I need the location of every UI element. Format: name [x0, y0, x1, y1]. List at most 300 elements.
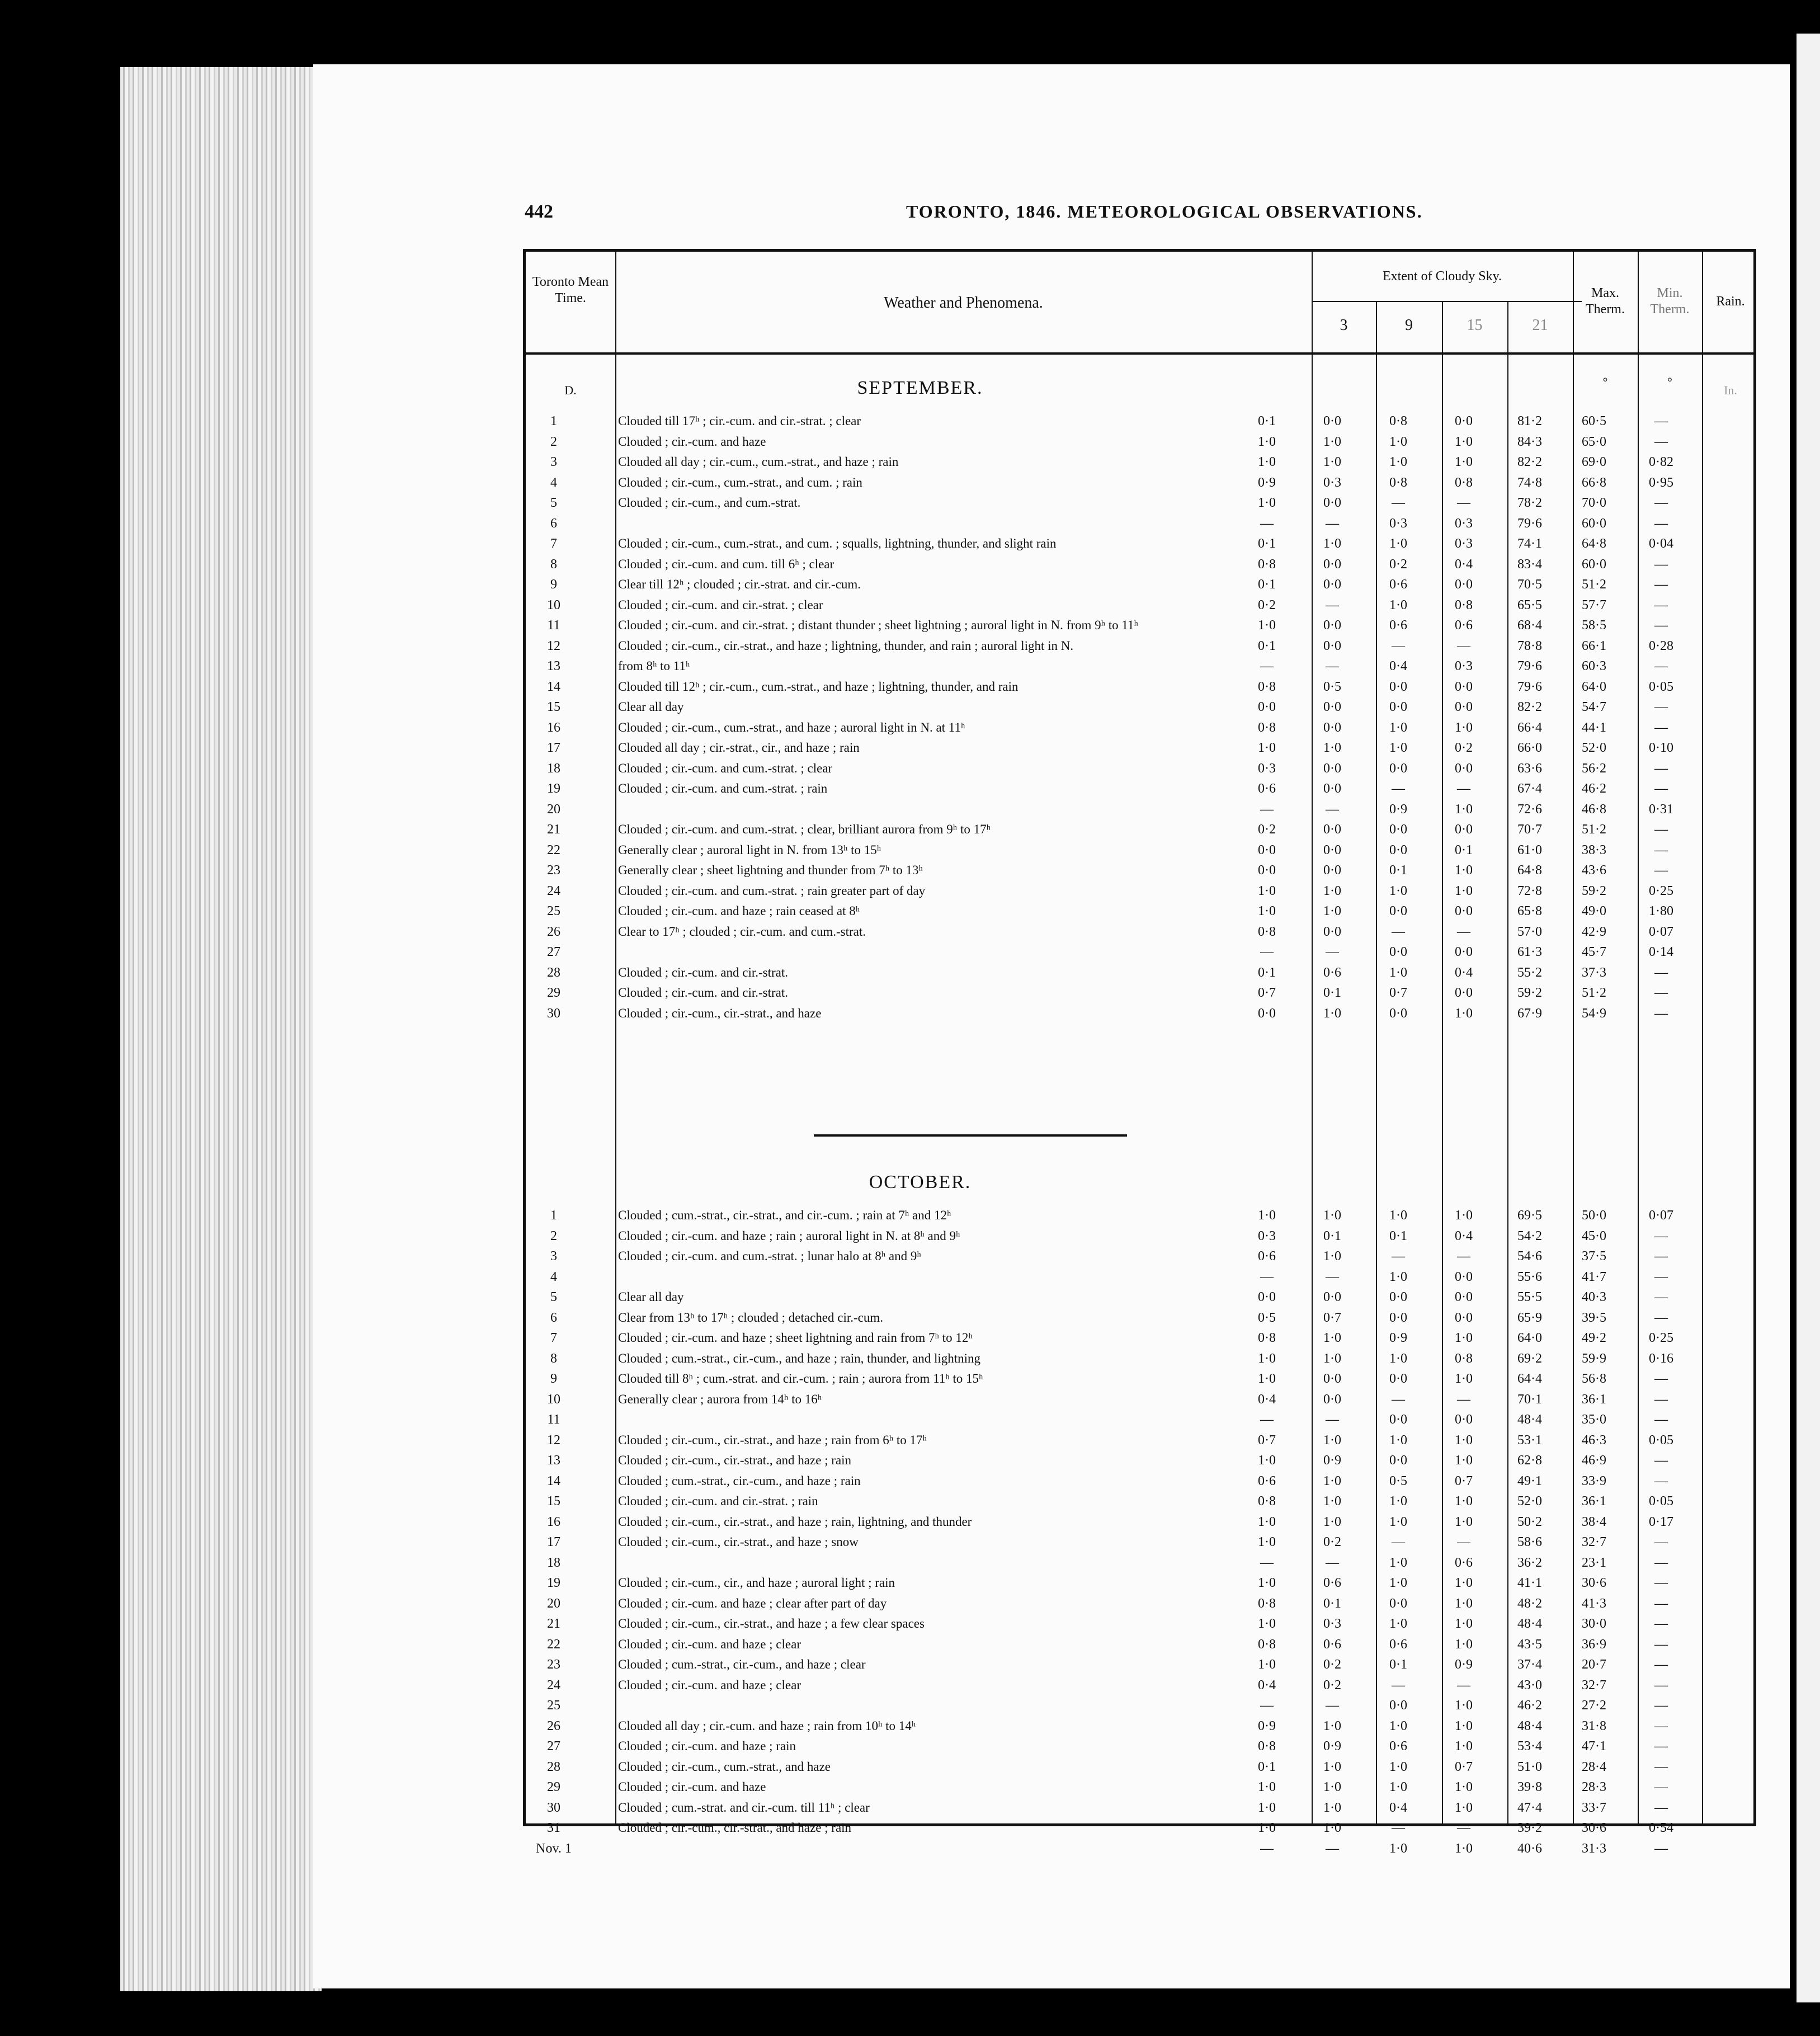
- table-row: [526, 819, 1753, 840]
- cell-cloud-15: 0·1: [1389, 863, 1407, 878]
- cell-day: 23: [547, 863, 560, 878]
- cell-day: 27: [547, 1739, 560, 1754]
- table-row: [526, 595, 1753, 615]
- header-hour-9: 9: [1405, 317, 1413, 334]
- cell-cloud-3: 1·0: [1258, 1453, 1276, 1468]
- table-row: [526, 1003, 1753, 1024]
- cell-cloud-21: 1·0: [1455, 1514, 1473, 1529]
- cell-min-therm: 59·2: [1582, 883, 1606, 898]
- cell-weather: Clear till 12ʰ ; clouded ; cir.-strat. and cir.-cum.: [618, 577, 861, 591]
- cell-cloud-21: —: [1457, 1249, 1470, 1264]
- cell-day: 16: [547, 1514, 560, 1529]
- cell-rain: 0·25: [1649, 883, 1673, 898]
- cell-max-therm: 55·5: [1517, 1290, 1542, 1304]
- table-row: [526, 1308, 1753, 1328]
- cell-cloud-3: 0·1: [1258, 577, 1276, 592]
- cell-cloud-21: 0·1: [1455, 842, 1473, 857]
- cell-cloud-21: 1·0: [1455, 1494, 1473, 1509]
- cell-min-therm: 36·1: [1582, 1392, 1606, 1407]
- cell-min-therm: 28·3: [1582, 1780, 1606, 1794]
- cell-weather: Clouded ; cir.-cum. and cum.-strat. ; rain greater part of day: [618, 883, 926, 898]
- cell-max-therm: 67·9: [1517, 1006, 1542, 1021]
- cell-day: 2: [550, 1228, 557, 1243]
- table-row: [526, 1430, 1753, 1450]
- cell-cloud-9: 0·1: [1323, 986, 1341, 1000]
- cell-min-therm: 58·5: [1582, 618, 1606, 633]
- cell-cloud-3: 0·8: [1258, 1637, 1276, 1652]
- cell-rain: —: [1654, 1310, 1668, 1325]
- cell-cloud-3: 0·8: [1258, 557, 1276, 572]
- cell-cloud-3: 0·8: [1258, 679, 1276, 694]
- cell-max-therm: 40·6: [1517, 1841, 1542, 1856]
- cell-cloud-21: 0·0: [1455, 1269, 1473, 1284]
- table-row: [526, 1205, 1753, 1226]
- cell-day: 15: [547, 1494, 560, 1509]
- month-october: OCTOBER.: [869, 1172, 972, 1193]
- table-row: [526, 1491, 1753, 1511]
- cell-cloud-15: 1·0: [1389, 1269, 1407, 1284]
- cell-cloud-21: 1·0: [1455, 1596, 1473, 1611]
- cell-weather: Generally clear ; aurora from 14ʰ to 16ʰ: [618, 1392, 822, 1406]
- cell-weather: Clouded ; cir.-cum. and haze ; rain ceased at 8ʰ: [618, 904, 860, 918]
- cell-day: 14: [547, 679, 560, 694]
- cell-weather: Clouded ; cir.-cum. and cir.-strat. ; rain: [618, 1494, 818, 1508]
- cell-cloud-3: —: [1260, 1698, 1274, 1713]
- cell-cloud-9: 0·9: [1323, 1453, 1341, 1468]
- cell-rain: —: [1654, 659, 1668, 673]
- table-row: [526, 779, 1753, 799]
- table-row: [526, 840, 1753, 860]
- cell-cloud-9: —: [1326, 1412, 1339, 1427]
- cell-weather: Clouded ; cir.-cum. and cum. till 6ʰ ; clear: [618, 557, 834, 571]
- cell-cloud-15: 1·0: [1389, 1759, 1407, 1774]
- cell-cloud-21: 0·0: [1455, 904, 1473, 918]
- cell-weather: Clouded ; cum.-strat., cir.-strat., and cir.-cum. ; rain at 7ʰ and 12ʰ: [618, 1208, 951, 1222]
- header-time: Toronto Mean Time.: [532, 275, 609, 305]
- cell-min-therm: 66·8: [1582, 475, 1606, 490]
- cell-cloud-3: 0·0: [1258, 1290, 1276, 1304]
- cell-weather: Clouded ; cir.-cum., cir.-strat., and haze ; rain: [618, 1453, 852, 1467]
- cell-cloud-21: 1·0: [1455, 1616, 1473, 1631]
- cell-min-therm: 37·5: [1582, 1249, 1606, 1264]
- cell-day: 4: [550, 475, 557, 490]
- cell-weather: Clouded ; cum.-strat., cir.-cum., and haze ; clear: [618, 1657, 866, 1671]
- cell-min-therm: 30·6: [1582, 1821, 1606, 1835]
- cell-rain: —: [1654, 496, 1668, 510]
- cell-cloud-15: 1·0: [1389, 720, 1407, 735]
- cell-rain: 0·07: [1649, 924, 1673, 939]
- cell-max-therm: 55·6: [1517, 1269, 1542, 1284]
- cell-cloud-21: 1·0: [1455, 1698, 1473, 1713]
- cell-day: 9: [550, 1372, 557, 1386]
- cell-min-therm: 47·1: [1582, 1739, 1606, 1754]
- cell-cloud-15: 1·0: [1389, 1514, 1407, 1529]
- cell-cloud-9: 1·0: [1323, 1208, 1341, 1223]
- table-row: [526, 1450, 1753, 1471]
- cell-cloud-3: 0·1: [1258, 1759, 1276, 1774]
- cell-rain: —: [1654, 781, 1668, 796]
- cell-day: 12: [547, 638, 560, 653]
- cell-weather: Clouded ; cir.-cum. and haze: [618, 434, 766, 449]
- cell-day: 23: [547, 1657, 560, 1672]
- cell-cloud-9: 0·0: [1323, 577, 1341, 592]
- cell-rain: —: [1654, 842, 1668, 857]
- table-row: [526, 1267, 1753, 1287]
- max-degree-unit: °: [1602, 375, 1608, 389]
- cell-cloud-3: 1·0: [1258, 1616, 1276, 1631]
- cell-day: 29: [547, 1780, 560, 1794]
- cell-cloud-15: 0·2: [1389, 557, 1407, 572]
- cell-weather: Clouded ; cir.-cum. and cum.-strat. ; lunar halo at 8ʰ and 9ʰ: [618, 1249, 921, 1263]
- cell-min-therm: 46·9: [1582, 1453, 1606, 1468]
- table-row: [526, 1716, 1753, 1736]
- cell-cloud-9: —: [1326, 1269, 1339, 1284]
- cell-weather: Clouded ; cir.-cum. and haze ; rain ; auroral light in N. at 8ʰ and 9ʰ: [618, 1228, 960, 1243]
- cell-cloud-9: 0·2: [1323, 1657, 1341, 1672]
- cell-cloud-21: 0·7: [1455, 1759, 1473, 1774]
- cell-cloud-3: 0·1: [1258, 414, 1276, 428]
- cell-min-therm: 60·0: [1582, 516, 1606, 531]
- cell-rain: —: [1654, 1006, 1668, 1021]
- cell-min-therm: 51·2: [1582, 986, 1606, 1000]
- cell-cloud-15: 1·0: [1389, 1351, 1407, 1366]
- cell-weather: Clouded ; cir.-cum. and cir.-strat. ; distant thunder ; sheet lightning ; auroral light in N. from 9ʰ to 11ʰ: [618, 618, 1138, 632]
- cell-weather: Clouded ; cir.-cum., cir., and haze ; auroral light ; rain: [618, 1576, 895, 1590]
- cell-cloud-21: 1·0: [1455, 455, 1473, 469]
- cell-weather: Clouded ; cum.-strat. and cir.-cum. till 11ʰ ; clear: [618, 1800, 870, 1815]
- cell-min-therm: 51·2: [1582, 577, 1606, 592]
- cell-max-therm: 81·2: [1517, 414, 1542, 428]
- cell-cloud-9: —: [1326, 1698, 1339, 1713]
- cell-cloud-21: 0·3: [1455, 516, 1473, 531]
- table-row: [526, 1349, 1753, 1369]
- cell-min-therm: 36·1: [1582, 1494, 1606, 1509]
- cell-day: 20: [547, 1596, 560, 1611]
- cell-cloud-21: 1·0: [1455, 1453, 1473, 1468]
- table-row: [526, 799, 1753, 819]
- cell-cloud-21: 1·0: [1455, 1739, 1473, 1754]
- header-weather: Weather and Phenomena.: [884, 294, 1043, 312]
- cell-rain: —: [1654, 516, 1668, 531]
- cell-cloud-21: 0·8: [1455, 1351, 1473, 1366]
- cell-cloud-21: 0·0: [1455, 414, 1473, 428]
- cell-cloud-9: 1·0: [1323, 536, 1341, 551]
- cell-cloud-3: 0·8: [1258, 1596, 1276, 1611]
- cell-weather: Clouded ; cir.-cum., and cum.-strat.: [618, 496, 801, 510]
- cell-cloud-9: 1·0: [1323, 883, 1341, 898]
- cell-day: 6: [550, 516, 557, 531]
- next-page-edge: [1797, 34, 1820, 2002]
- cell-cloud-21: 1·0: [1455, 883, 1473, 898]
- cell-day: 16: [547, 720, 560, 735]
- cell-rain: —: [1654, 1698, 1668, 1713]
- cell-cloud-3: —: [1260, 1841, 1274, 1856]
- cell-day: 11: [547, 1412, 560, 1427]
- cell-cloud-9: 0·1: [1323, 1228, 1341, 1243]
- cell-day: 25: [547, 1698, 560, 1713]
- cell-rain: —: [1654, 577, 1668, 592]
- cell-min-therm: 69·0: [1582, 455, 1606, 469]
- cell-min-therm: 32·7: [1582, 1677, 1606, 1693]
- cell-cloud-9: 0·0: [1323, 822, 1341, 837]
- cell-cloud-15: 0·4: [1389, 1800, 1407, 1815]
- month-september: SEPTEMBER.: [857, 378, 983, 398]
- cell-cloud-9: 0·0: [1323, 618, 1341, 633]
- cell-weather: Clouded ; cir.-cum., cir.-strat., and haze ; a few clear spaces: [618, 1616, 925, 1630]
- cell-max-therm: 68·4: [1517, 618, 1542, 633]
- cell-rain: 0·16: [1649, 1351, 1673, 1366]
- cell-cloud-9: 0·6: [1323, 1576, 1341, 1590]
- cell-cloud-15: 0·0: [1389, 1372, 1407, 1386]
- cell-max-therm: 54·2: [1517, 1228, 1542, 1243]
- cell-cloud-9: 0·0: [1323, 700, 1341, 714]
- cell-weather: Generally clear ; sheet lightning and thunder from 7ʰ to 13ʰ: [618, 863, 923, 877]
- cell-weather: Clouded ; cir.-cum., cir.-strat., and haze ; rain: [618, 1821, 852, 1835]
- header-hour-3: 3: [1340, 317, 1348, 334]
- cell-min-therm: 40·3: [1582, 1290, 1606, 1304]
- cell-cloud-9: 0·7: [1323, 1310, 1341, 1325]
- cell-weather: Clouded ; cir.-cum., cir.-strat., and haze ; snow: [618, 1535, 859, 1549]
- cell-cloud-9: 0·6: [1323, 965, 1341, 980]
- cell-cloud-21: —: [1457, 1677, 1470, 1693]
- cell-cloud-3: 0·6: [1258, 1473, 1276, 1488]
- cell-min-therm: 31·3: [1582, 1841, 1606, 1856]
- cell-day: 26: [547, 1718, 560, 1733]
- cell-cloud-15: 0·0: [1389, 945, 1407, 959]
- cell-cloud-21: —: [1457, 1535, 1470, 1549]
- cell-cloud-3: 1·0: [1258, 496, 1276, 510]
- table-row: [526, 1757, 1753, 1777]
- cell-cloud-21: —: [1457, 1821, 1470, 1835]
- cell-cloud-15: —: [1392, 924, 1405, 939]
- cell-max-therm: 66·0: [1517, 741, 1542, 755]
- table-row: [526, 881, 1753, 901]
- cell-min-therm: 49·0: [1582, 904, 1606, 918]
- cell-min-therm: 50·0: [1582, 1208, 1606, 1223]
- cell-rain: 0·17: [1649, 1514, 1673, 1529]
- cell-rain: —: [1654, 1800, 1668, 1815]
- cell-cloud-15: 0·6: [1389, 577, 1407, 592]
- cell-rain: 0·54: [1649, 1821, 1673, 1835]
- cell-day: 1: [550, 414, 557, 428]
- cell-day: 14: [547, 1473, 560, 1488]
- cell-rain: —: [1654, 1739, 1668, 1754]
- cell-cloud-9: 0·0: [1323, 414, 1341, 428]
- cell-cloud-3: 0·3: [1258, 1228, 1276, 1243]
- cell-cloud-21: 0·0: [1455, 945, 1473, 959]
- cell-cloud-21: 0·0: [1455, 1290, 1473, 1304]
- cell-cloud-15: 1·0: [1389, 1841, 1407, 1856]
- cell-weather: Clouded all day ; cir.-strat., cir., and haze ; rain: [618, 741, 860, 755]
- table-row: [526, 1675, 1753, 1695]
- cell-max-therm: 37·4: [1517, 1657, 1542, 1672]
- cell-cloud-21: —: [1457, 496, 1470, 510]
- table-row: [526, 656, 1753, 676]
- cell-cloud-9: 0·9: [1323, 1739, 1341, 1754]
- cell-cloud-21: 0·0: [1455, 822, 1473, 837]
- cell-max-therm: 36·2: [1517, 1555, 1542, 1570]
- cell-cloud-3: 1·0: [1258, 1780, 1276, 1794]
- cell-cloud-21: 1·0: [1455, 1841, 1473, 1856]
- cell-weather: Clouded ; cir.-cum. and cir.-strat.: [618, 986, 789, 1000]
- cell-rain: —: [1654, 1290, 1668, 1304]
- cell-cloud-9: 1·0: [1323, 1006, 1341, 1021]
- cell-rain: —: [1654, 1616, 1668, 1631]
- cell-min-therm: 41·7: [1582, 1269, 1606, 1284]
- cell-weather: Clouded all day ; cir.-cum. and haze ; rain from 10ʰ to 14ʰ: [618, 1718, 916, 1733]
- table-row: [526, 1594, 1753, 1614]
- table-row: [526, 1389, 1753, 1410]
- cell-cloud-21: 0·9: [1455, 1657, 1473, 1672]
- header-hour-21: 21: [1532, 317, 1548, 334]
- cell-day: 30: [547, 1800, 560, 1815]
- cell-cloud-21: 0·0: [1455, 986, 1473, 1000]
- cell-cloud-21: —: [1457, 1392, 1470, 1407]
- cell-cloud-3: 0·8: [1258, 1494, 1276, 1509]
- cell-rain: —: [1654, 1535, 1668, 1549]
- cell-max-therm: 53·4: [1517, 1739, 1542, 1754]
- cell-weather: Clear from 13ʰ to 17ʰ ; clouded ; detached cir.-cum.: [618, 1310, 883, 1325]
- cell-cloud-9: 1·0: [1323, 1514, 1341, 1529]
- cell-cloud-21: 1·0: [1455, 720, 1473, 735]
- cell-day: 2: [550, 434, 557, 449]
- cell-max-therm: 70·5: [1517, 577, 1542, 592]
- cell-cloud-9: 0·0: [1323, 761, 1341, 776]
- table-row: [526, 1328, 1753, 1348]
- cell-cloud-15: 1·0: [1389, 1208, 1407, 1223]
- cell-max-therm: 43·0: [1517, 1677, 1542, 1693]
- cell-cloud-9: —: [1326, 1841, 1339, 1856]
- cell-cloud-3: 1·0: [1258, 1800, 1276, 1815]
- cell-cloud-3: 1·0: [1258, 1514, 1276, 1529]
- cell-weather: Clouded ; cir.-cum. and cum.-strat. ; clear, brilliant aurora from 9ʰ to 17ʰ: [618, 822, 991, 836]
- cell-rain: —: [1654, 822, 1668, 837]
- cell-cloud-15: —: [1392, 1392, 1405, 1407]
- cell-max-therm: 70·7: [1517, 822, 1542, 837]
- cell-cloud-9: 0·5: [1323, 679, 1341, 694]
- cell-cloud-3: 0·6: [1258, 781, 1276, 796]
- cell-day: 7: [550, 536, 557, 551]
- cell-cloud-21: 0·3: [1455, 659, 1473, 673]
- cell-cloud-15: 1·0: [1389, 1780, 1407, 1794]
- cell-max-therm: 52·0: [1517, 1494, 1542, 1509]
- cell-cloud-3: 0·0: [1258, 842, 1276, 857]
- cell-cloud-15: 1·0: [1389, 1576, 1407, 1590]
- cell-max-therm: 79·6: [1517, 516, 1542, 531]
- cell-day: 19: [547, 781, 560, 796]
- cell-cloud-15: 0·5: [1389, 1473, 1407, 1488]
- cell-max-therm: 72·8: [1517, 883, 1542, 898]
- cell-cloud-21: 1·0: [1455, 1432, 1473, 1448]
- cell-min-therm: 49·2: [1582, 1331, 1606, 1345]
- cell-day: 5: [550, 1290, 557, 1304]
- cell-cloud-21: 1·0: [1455, 1718, 1473, 1733]
- cell-cloud-21: —: [1457, 638, 1470, 653]
- cell-weather: Clouded ; cir.-cum. and haze: [618, 1780, 766, 1794]
- cell-cloud-9: —: [1326, 516, 1339, 531]
- cell-cloud-3: 1·0: [1258, 1821, 1276, 1835]
- cell-rain: —: [1654, 1228, 1668, 1243]
- cell-min-therm: 54·9: [1582, 1006, 1606, 1021]
- cell-cloud-3: 0·9: [1258, 475, 1276, 490]
- cell-weather: Clouded ; cir.-cum., cum.-strat., and haze: [618, 1759, 831, 1774]
- header-rain: Rain.: [1716, 294, 1745, 309]
- cell-cloud-9: 0·0: [1323, 557, 1341, 572]
- cell-cloud-21: 1·0: [1455, 434, 1473, 449]
- cell-day: 26: [547, 924, 560, 939]
- cell-max-therm: 39·8: [1517, 1780, 1542, 1794]
- cell-cloud-15: 1·0: [1389, 883, 1407, 898]
- cell-weather: Clouded ; cir.-cum. and haze ; clear after part of day: [618, 1596, 887, 1610]
- cell-rain: 0·31: [1649, 802, 1673, 817]
- cell-rain: —: [1654, 1392, 1668, 1407]
- table-row: [526, 942, 1753, 962]
- min-degree-unit: °: [1667, 375, 1672, 389]
- cell-day: 27: [547, 945, 560, 959]
- cell-cloud-21: 1·0: [1455, 1372, 1473, 1386]
- cell-rain: —: [1654, 414, 1668, 428]
- cell-min-therm: 46·3: [1582, 1432, 1606, 1448]
- cell-min-therm: 23·1: [1582, 1555, 1606, 1570]
- cell-rain: —: [1654, 557, 1668, 572]
- cell-cloud-3: 0·7: [1258, 986, 1276, 1000]
- cell-cloud-3: 0·3: [1258, 761, 1276, 776]
- cell-cloud-9: 1·0: [1323, 455, 1341, 469]
- header-hour-15: 15: [1467, 317, 1483, 334]
- cell-rain: —: [1654, 1269, 1668, 1284]
- table-row: [526, 1614, 1753, 1634]
- cell-cloud-3: 1·0: [1258, 1535, 1276, 1549]
- table-row: [526, 1226, 1753, 1246]
- cell-cloud-15: 1·0: [1389, 1555, 1407, 1570]
- cell-max-therm: 51·0: [1517, 1759, 1542, 1774]
- cell-rain: 1·80: [1649, 904, 1673, 918]
- table-row: [526, 718, 1753, 738]
- cell-max-therm: 61·3: [1517, 945, 1542, 959]
- cell-cloud-21: 0·4: [1455, 557, 1473, 572]
- cell-cloud-15: 1·0: [1389, 536, 1407, 551]
- cell-day: 6: [550, 1310, 557, 1325]
- cell-day: 3: [550, 455, 557, 469]
- day-unit: D.: [564, 383, 577, 397]
- cell-weather: Clear all day: [618, 700, 684, 714]
- cell-cloud-21: 0·0: [1455, 1310, 1473, 1325]
- cell-cloud-21: 0·0: [1455, 761, 1473, 776]
- book-page: [313, 64, 1790, 1988]
- table-row: [526, 432, 1753, 452]
- cell-weather: Clouded ; cir.-cum. and cir.-strat.: [618, 965, 789, 979]
- cell-weather: Clouded ; cir.-cum. and cum.-strat. ; rain: [618, 781, 828, 795]
- cell-min-therm: 60·0: [1582, 557, 1606, 572]
- cell-cloud-3: 1·0: [1258, 1208, 1276, 1223]
- cell-day: 30: [547, 1006, 560, 1021]
- cell-weather: Clouded ; cir.-cum. and haze ; rain: [618, 1739, 796, 1753]
- cell-rain: —: [1654, 1657, 1668, 1672]
- cell-cloud-3: 0·0: [1258, 700, 1276, 714]
- cell-cloud-9: 0·0: [1323, 496, 1341, 510]
- cell-cloud-3: —: [1260, 659, 1274, 673]
- cell-cloud-9: 0·0: [1323, 863, 1341, 878]
- cell-weather: Clouded all day ; cir.-cum., cum.-strat., and haze ; rain: [618, 455, 899, 469]
- cell-cloud-9: —: [1326, 802, 1339, 817]
- cell-day: 21: [547, 1616, 560, 1631]
- cell-rain: 0·14: [1649, 945, 1673, 959]
- cell-rain: —: [1654, 1249, 1668, 1264]
- cell-day: 13: [547, 659, 560, 673]
- cell-cloud-9: —: [1326, 597, 1339, 612]
- cell-cloud-9: 1·0: [1323, 1331, 1341, 1345]
- cell-rain: —: [1654, 1637, 1668, 1652]
